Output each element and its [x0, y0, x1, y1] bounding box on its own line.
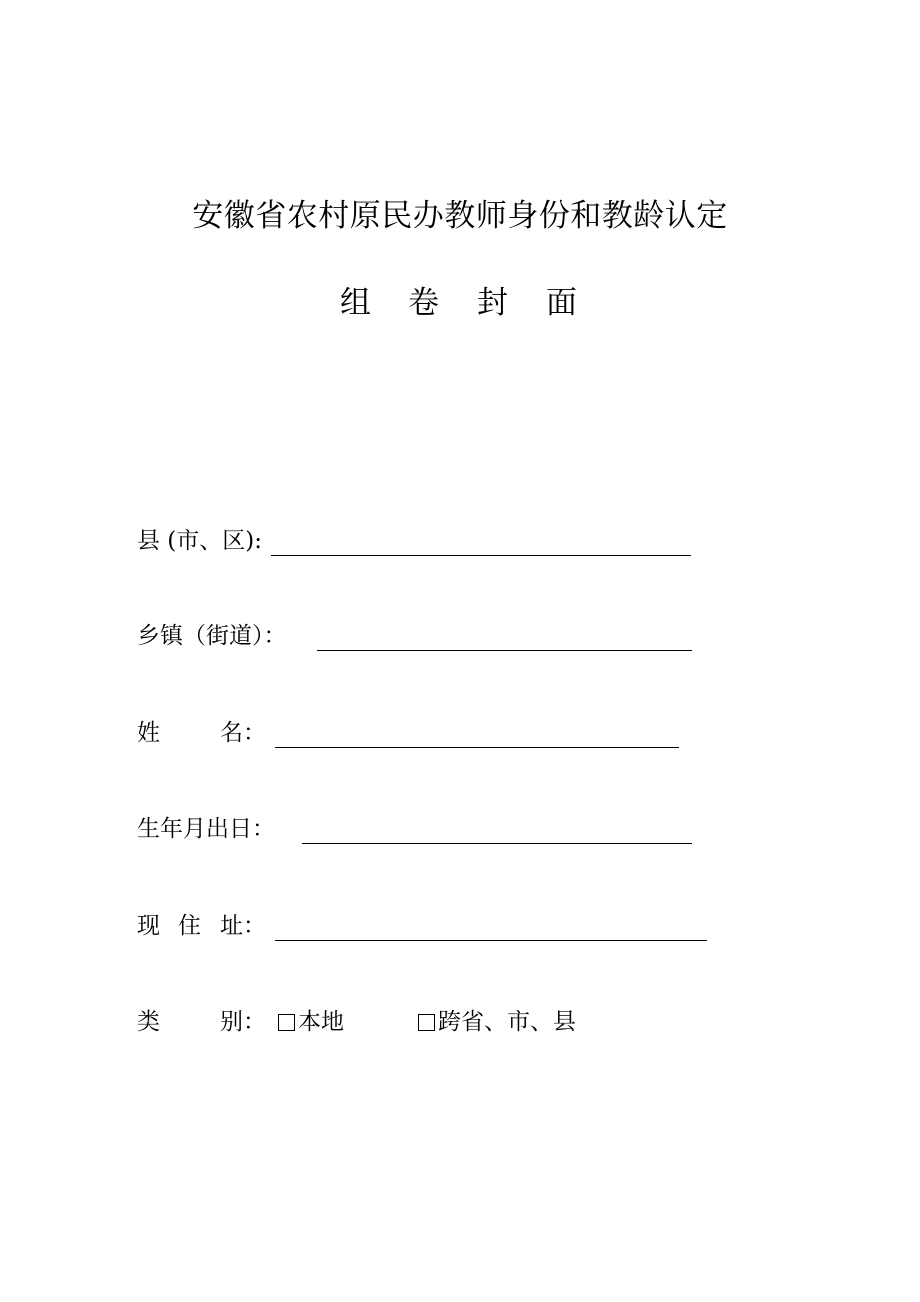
category-option-label: 跨省、市、县: [438, 1009, 576, 1035]
birth-date-label: 生年月出日：: [137, 816, 275, 842]
address-field: [137, 909, 712, 943]
category-option-label: 本地: [298, 1009, 344, 1035]
category-option-local[interactable]: [278, 1005, 344, 1039]
subtitle-char: 面: [546, 285, 577, 321]
birth-date-input-line[interactable]: [302, 843, 692, 844]
township-field: [137, 619, 697, 653]
subtitle-char: 封: [477, 285, 508, 321]
category-label-char: 类: [137, 1009, 160, 1035]
township-label: 乡镇（街道）：: [137, 623, 287, 649]
page-title: 安徽省农村原民办教师身份和教龄认定: [192, 198, 728, 234]
name-label-char: 名：: [220, 720, 266, 746]
category-label-char: 别：: [220, 1009, 266, 1035]
county-label: 县 (市、区):: [137, 528, 263, 554]
checkbox-icon[interactable]: [278, 1014, 295, 1031]
county-input-line[interactable]: [271, 555, 691, 556]
address-label-char: 现: [137, 913, 160, 939]
name-label-char: 姓: [137, 720, 160, 746]
county-field: [137, 524, 697, 558]
subtitle-char: 卷: [408, 285, 439, 321]
category-field: [137, 1005, 697, 1039]
address-label-char: 址：: [220, 913, 266, 939]
birth-date-field: [137, 812, 697, 846]
checkbox-icon[interactable]: [418, 1014, 435, 1031]
name-input-line[interactable]: [275, 747, 679, 748]
township-input-line[interactable]: [317, 650, 692, 651]
subtitle-char: 组: [340, 285, 371, 321]
address-input-line[interactable]: [275, 940, 707, 941]
category-option-cross-region[interactable]: [418, 1005, 576, 1039]
address-label-char: 住: [178, 913, 201, 939]
name-field: [137, 716, 697, 750]
